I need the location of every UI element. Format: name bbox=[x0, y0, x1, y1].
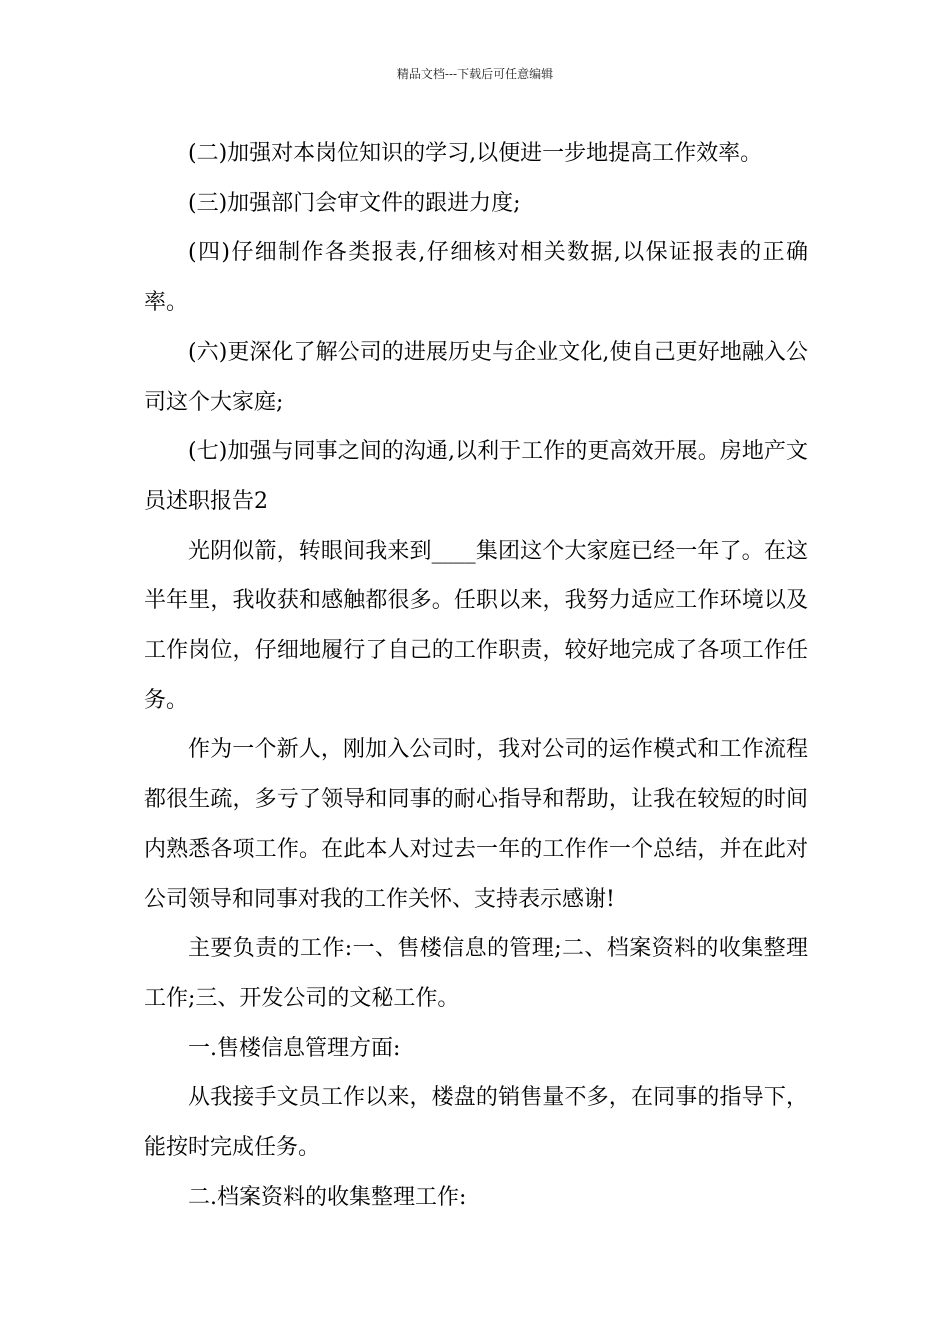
paragraph: (四)仔细制作各类报表,仔细核对相关数据,以保证报表的正确率。 bbox=[144, 240, 808, 316]
section-heading: 一.售楼信息管理方面: bbox=[188, 1035, 401, 1061]
paragraph: 从我接手文员工作以来，楼盘的销售量不多，在同事的指导下，能按时完成任务。 bbox=[144, 1085, 808, 1161]
page-header: 精品文档---下载后可任意编辑 bbox=[396, 67, 554, 81]
paragraph: (七)加强与同事之间的沟通,以利于工作的更高效开展。房地产文员述职报告2 bbox=[144, 439, 808, 514]
section-heading: 二.档案资料的收集整理工作: bbox=[188, 1184, 467, 1210]
paragraph: 光阴似箭，转眼间我来到____集团这个大家庭已经一年了。在这半年里，我收获和感触都很多。任职以来，我努力适应工作环境以及工作岗位，仔细地履行了自己的工作职责，较好地完成了各项工作任务。 bbox=[144, 538, 808, 713]
paragraph: 作为一个新人，刚加入公司时，我对公司的运作模式和工作流程都很生疏，多亏了领导和同事的耐心指导和帮助，让我在较短的时间内熟悉各项工作。在此本人对过去一年的工作作一个总结，并在此对公司领导和同事对我的工作关怀、支持表示感谢! bbox=[144, 737, 808, 912]
paragraph: (二)加强对本岗位知识的学习,以便进一步地提高工作效率。 bbox=[188, 141, 763, 166]
paragraph: (六)更深化了解公司的进展历史与企业文化,使自己更好地融入公司这个大家庭; bbox=[144, 339, 808, 415]
paragraph: 主要负责的工作:一、售楼信息的管理;二、档案资料的收集整理工作;三、开发公司的文秘工作。 bbox=[144, 936, 808, 1011]
document-body bbox=[144, 129, 808, 1222]
paragraph: (三)加强部门会审文件的跟进力度; bbox=[188, 190, 521, 216]
